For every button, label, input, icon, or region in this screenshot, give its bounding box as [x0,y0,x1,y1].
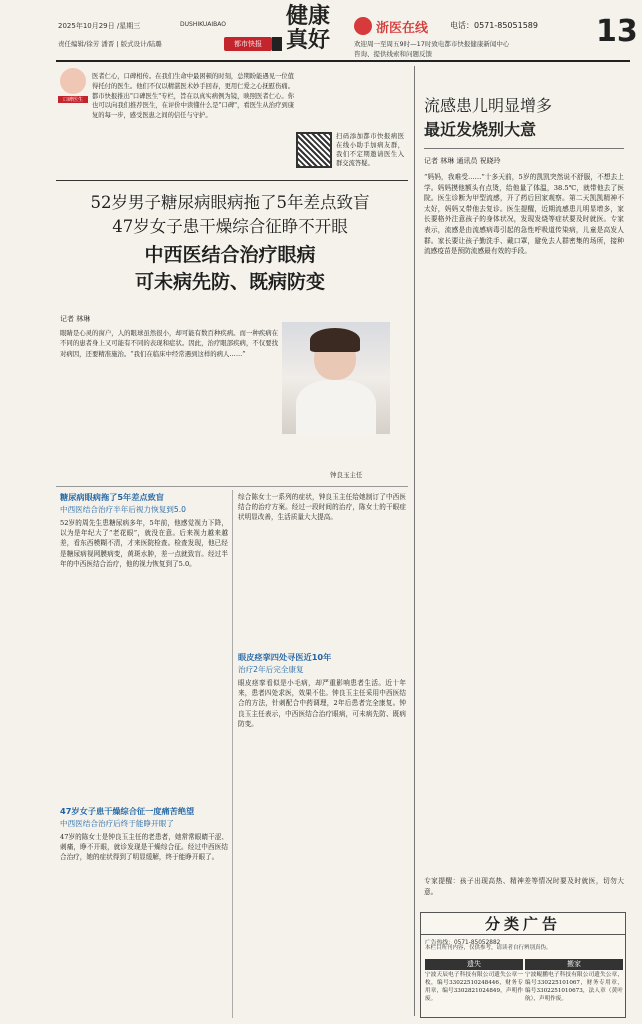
classified-item2-text: 宁波鲲鹏电子科技有限公司遗失公章，编号330225101067，财务专用章，编号3302251010673，法人章（黄叶航），声明作废。 [525,972,623,1002]
photo-coat [296,380,376,434]
classified-notice: 本栏目所刊内容，仅供参考，请读者自行辨别真伪。 [425,945,552,951]
avatar-label: 口碑医生 [58,96,88,103]
headline-line-2: 47岁女子患干燥综合征睁不开眼 [112,217,348,236]
classified-box [420,912,626,1018]
section1-sub: 中西医结合治疗半年后视力恢复到5.0 [60,505,186,514]
right-body: “妈妈，我难受……”十多天前，5岁的凯凯突然说不舒服，不想去上学。妈妈摸他额头有点烫，给他量了体温，38.5℃，就带他去了医院。医生诊断为甲型流感，开了药后回家观察。第二天凯凯精神不太好，妈妈又带他去复诊。医生提醒，近期流感患儿明显增多，家长要格外注意孩子的身体状况，发现发烧等症状要及时就医。专家表示，流感是由流感病毒引起的急性呼吸道传染病，儿童是高发人群。家长要让孩子勤洗手、戴口罩，避免去人群密集的场所，接种流感疫苗是预防流感最有效的手段。 [424,173,624,256]
headline-line-1: 52岁男子糖尿病眼病拖了5年差点致盲 [90,193,370,212]
right-headline-1: 流感患儿明显增多 [424,96,553,115]
hotline-text-2: 咨询、提供线索和问题反馈 [354,50,432,58]
classified-item2-title: 搬家 [525,959,623,970]
right-headline-2: 最近发烧别大意 [424,120,537,139]
intro-text: 医者仁心，口碑相传。在我们生命中最困顿的时刻，总期盼能遇见一位值得托付的医生。他们不仅以精湛医术妙手回春，更用仁爱之心抚慰伤痛。都市快报推出"口碑医生"专栏，旨在以真实病例为镜，映照医者仁心。你也可以向我们推荐医生，在评价中读懂什么是"口碑"，看医生从治疗到康复的每一步，感受医患之间的信任与守护。 [92,73,294,120]
section3-title: 眼皮痉挛四处寻医近10年 [238,652,332,662]
right-divider [414,66,415,1016]
paper-name: DUSHIKUAIBAO [180,21,226,28]
right-byline: 记者 林琳 通讯员 祝晓玲 [424,157,501,165]
issue-date: 2025年10月29日 /星期三 [58,22,141,30]
classified-phone: 广告热线：0571-85052882 [425,940,501,946]
intro-rule [56,180,408,181]
doctor-photo [282,322,390,434]
photo-hair [310,328,360,352]
classified-item1-text: 宁波天辰电子科技有限公司遗失公章一枚，编号33022510248446，财务专用章，编号3302821024849，声明作废。 [425,972,523,1002]
photo-caption: 钟良玉主任 [330,471,363,479]
column-divider [232,490,233,1018]
section-title-1: 健康 [286,4,331,29]
classified-title: 分类广告 [421,913,625,935]
partner-name: 浙医在线 [376,21,429,36]
qr-text: 扫码添加都市快报病医在线小助手加病友群，我们不定期邀请医生入群交流答疑。 [336,133,404,167]
col2-body-2: 眼皮痉挛看似是小毛病，却严重影响患者生活。近十年来，患者四处求医，效果不佳。钟良玉主任采用中西医结合的方法，针刺配合中药调理，2年后患者完全康复。钟良玉主任表示，中西医结合治疗眼病，可未病先防、既病防变。 [238,679,406,728]
classified-item1-title: 遗失 [425,959,523,970]
header-rule [56,60,630,62]
partner-logo-icon [354,17,372,35]
main-byline: 记者 林琳 [60,315,91,323]
editors-line: 责任编辑/徐芳 潘晋 | 版式设计/陆璐 [58,40,162,48]
subhead-line-1: 中西医结合治疗眼病 [144,244,316,266]
hotline-text: 欢迎周一至周五9时—17时致电都市快报健康新闻中心 [354,40,510,48]
col1-body: 52岁的周先生患糖尿病多年，5年前，他感觉视力下降，以为是年纪大了“老花眼”，就没在意。后来视力越来越差，看东西模糊不清，才来医院检查。检查发现，他已经是糖尿病视网膜病变，黄斑水肿，差一点就致盲。经过半年的中西医结合治疗，他的视力恢复到了5.0。 [60,519,228,568]
section-title-2: 真好 [286,28,331,53]
contact-phone: 电话：0571-85051589 [450,21,538,30]
section2-title: 47岁女子患干燥综合征一度痛苦绝望 [60,806,195,816]
main-lead: 眼睛是心灵的窗户，人的眼球虽然很小，却可能有数百种疾病。而一种疾病在不同的患者身上又可能有不同的表现和症状。因此，治疗眼部疾病，不仅要找对病因，还要精准施治。“我们在临床中经常遇到这样的病人……” [60,329,278,358]
col1-body-2: 47岁的陈女士是钟良玉主任的老患者，她常常眼睛干涩、刺痛，睁不开眼，就诊发现是干燥综合征。经过中西医结合治疗，她的症状得到了明显缓解，终于能睁开眼了。 [60,833,228,862]
doctor-avatar [58,68,88,108]
dushi-logo [224,37,272,51]
col2-body: 综合陈女士一系列的症状，钟良玉主任给她制订了中西医结合的治疗方案。经过一段时间的治疗，陈女士的干眼症状明显改善，生活质量大大提高。 [238,493,406,522]
page-number: 13 [596,14,638,49]
section1-title: 糖尿病眼病拖了5年差点致盲 [60,492,164,502]
right-doctor-tip: 专家提醒：孩子出现高热、精神差等情况时要及时就医，切勿大意。 [424,877,624,896]
qr-code-icon[interactable] [296,132,332,168]
right-rule [424,148,624,149]
mid-rule [56,486,408,487]
k-logo-icon [272,37,282,51]
doctor-avatar-icon [60,68,86,94]
section2-sub: 中西医结合治疗后终于能睁开眼了 [60,819,174,828]
section3-sub: 治疗2年后完全康复 [238,665,304,674]
subhead-line-2: 可未病先防、既病防变 [134,271,325,293]
logo-text: 都市快报 [234,40,262,48]
